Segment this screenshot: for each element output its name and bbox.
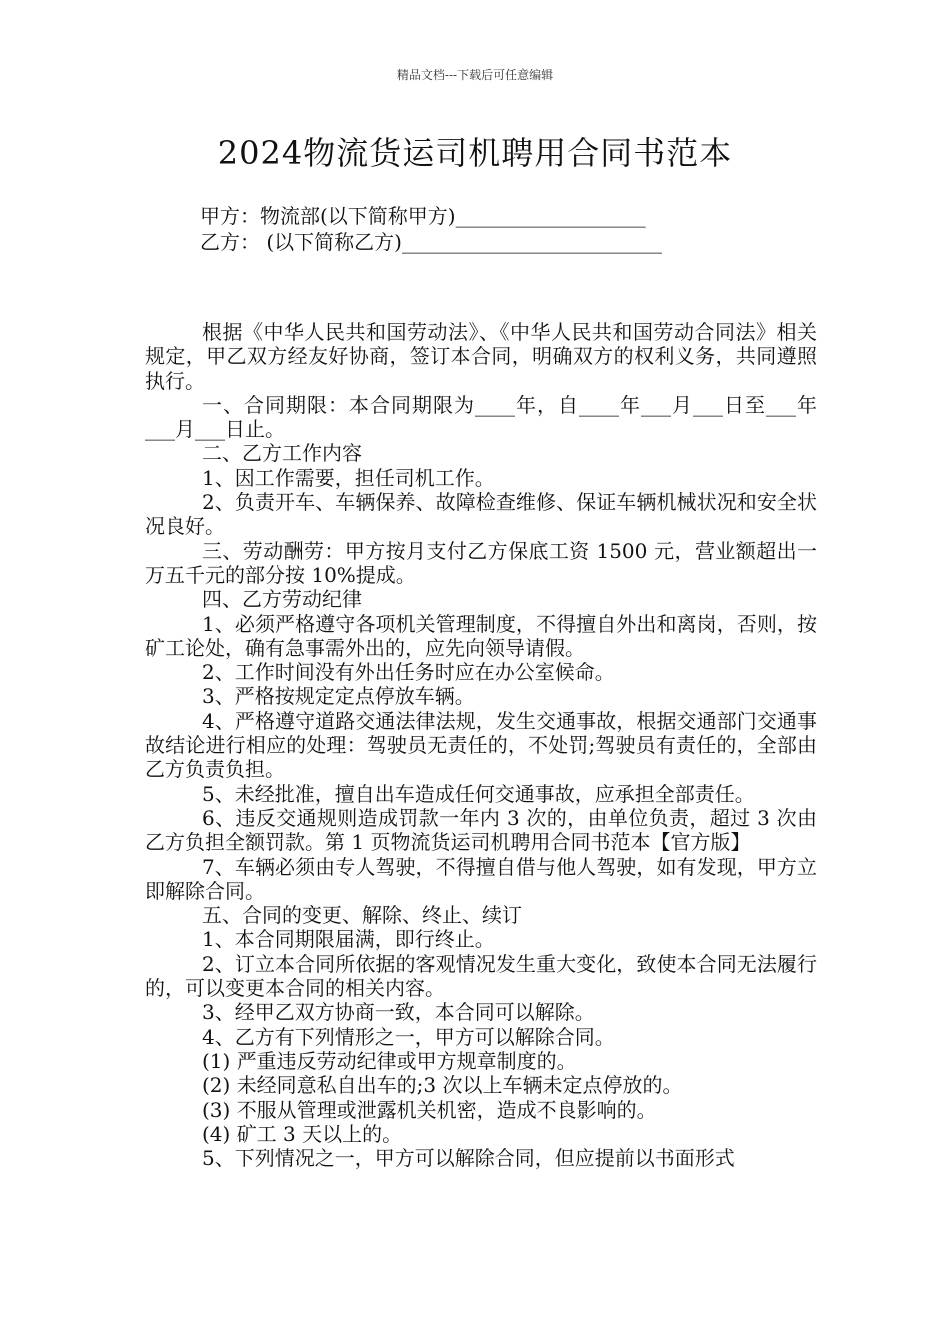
paragraph: 4、乙方有下列情形之一，甲方可以解除合同。 bbox=[202, 1024, 615, 1049]
paragraph: 5、未经批准，擅自出车造成任何交通事故，应承担全部责任。 bbox=[202, 781, 755, 806]
paragraph: 2、负责开车、车辆保养、故障检查维修、保证车辆机械状况和安全状况良好。 bbox=[145, 490, 817, 539]
header-note: 精品文档---下载后可任意编辑 bbox=[396, 68, 554, 82]
paragraph: 根据《中华人民共和国劳动法》、《中华人民共和国劳动合同法》相关规定，甲乙双方经友好协商，签订本合同，明确双方的权利义务，共同遵照执行。 bbox=[145, 320, 817, 393]
paragraph: (4) 矿工 3 天以上的。 bbox=[202, 1121, 403, 1146]
paragraph: 1、因工作需要，担任司机工作。 bbox=[202, 465, 495, 490]
paragraph: 四、乙方劳动纪律 bbox=[202, 587, 362, 612]
paragraph: 6、违反交通规则造成罚款一年内 3 次的，由单位负责，超过 3 次由乙方负担全额罚款。第 1 页物流货运司机聘用合同书范本【官方版】 bbox=[145, 805, 817, 855]
paragraph: 7、车辆必须由专人驾驶，不得擅自借与他人驾驶，如有发现，甲方立即解除合同。 bbox=[145, 854, 817, 903]
paragraph: (2) 未经同意私自出车的;3 次以上车辆未定点停放的。 bbox=[202, 1073, 683, 1098]
paragraph: 一、合同期限：本合同期限为____年，自____年___月___日至___年___月___日止。 bbox=[145, 392, 817, 442]
paragraph: 二、乙方工作内容 bbox=[202, 441, 362, 466]
paragraph: (1) 严重违反劳动纪律或甲方规章制度的。 bbox=[202, 1048, 577, 1073]
paragraph: 3、经甲乙双方协商一致，本合同可以解除。 bbox=[202, 1000, 595, 1025]
paragraph: 三、劳动酬劳：甲方按月支付乙方保底工资 1500 元，营业额超出一万五千元的部分按 10%提成。 bbox=[145, 538, 817, 587]
paragraph: 3、严格按规定定点停放车辆。 bbox=[202, 684, 475, 709]
document-title: 2024物流货运司机聘用合同书范本 bbox=[217, 134, 733, 172]
paragraph: 五、合同的变更、解除、终止、续订 bbox=[202, 903, 522, 928]
paragraph: 1、本合同期限届满，即行终止。 bbox=[202, 927, 495, 952]
paragraph: 1、必须严格遵守各项机关管理制度，不得擅自外出和离岗，否则，按矿工论处，确有急事需外出的，应先向领导请假。 bbox=[145, 611, 817, 660]
paragraph: (3) 不服从管理或泄露机关机密，造成不良影响的。 bbox=[202, 1097, 657, 1122]
party-b-line: 乙方： (以下简称乙方)__________________________ bbox=[200, 230, 662, 254]
contract-body bbox=[145, 320, 817, 1170]
paragraph: 4、严格遵守道路交通法律法规，发生交通事故，根据交通部门交通事故结论进行相应的处理：驾驶员无责任的，不处罚;驾驶员有责任的，全部由乙方负责负担。 bbox=[145, 708, 817, 782]
paragraph: 5、下列情况之一，甲方可以解除合同，但应提前以书面形式 bbox=[202, 1146, 735, 1171]
paragraph: 2、工作时间没有外出任务时应在办公室候命。 bbox=[202, 660, 615, 685]
paragraph: 2、订立本合同所依据的客观情况发生重大变化，致使本合同无法履行的，可以变更本合同的相关内容。 bbox=[145, 951, 817, 1001]
party-a-line: 甲方：物流部(以下简称甲方)___________________ bbox=[200, 204, 646, 228]
